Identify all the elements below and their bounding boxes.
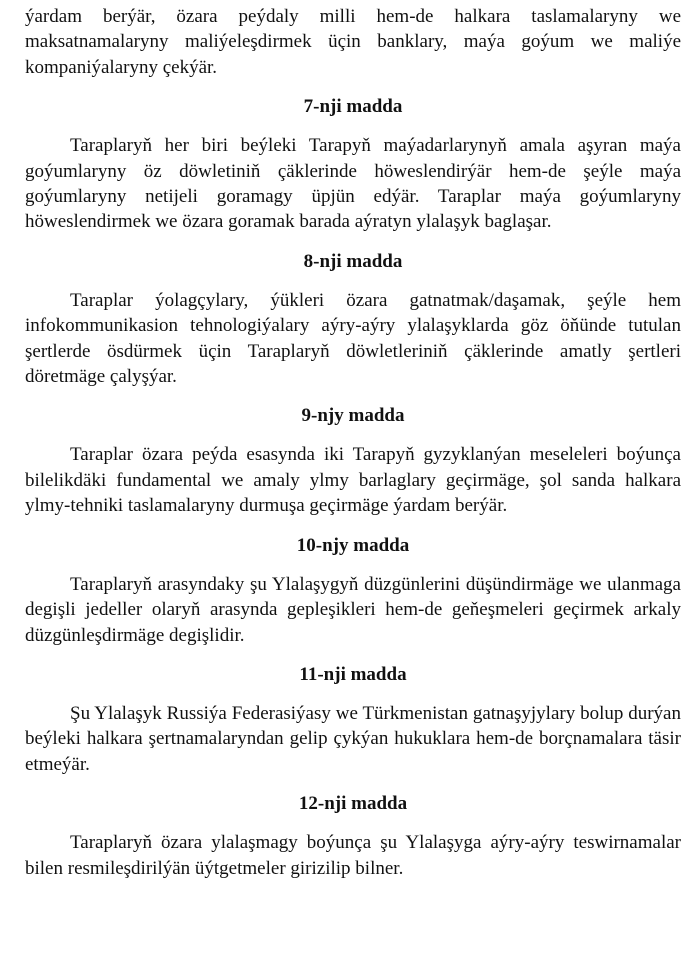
- article-7-text: Taraplaryň her biri beýleki Tarapyň maýadarlarynyň amala aşyran maýa goýumlaryny öz döwletiniň çäklerinde höweslendirýär hem-de şeýle maýa goýumlaryny netijeli goramagy üpjün edýär. Taraplar maýa goýumlaryny höweslendirmek we özara goramak barada aýratyn ylalaşyk baglaşar.: [25, 135, 681, 233]
- article-9-heading: 9-njy madda: [301, 405, 405, 427]
- article-10-text: Taraplaryň arasyndaky şu Ylalaşygyň düzgünlerini düşündirmäge we ulanmaga degişli jedeller olaryň arasynda gepleşikleri hem-de geňeşmeleri geçirmek arkaly düzgünleşdirmäge degişlidir.: [25, 573, 681, 646]
- article-11: [25, 662, 681, 777]
- article-12-text: Taraplaryň özara ylalaşmagy boýunça şu Ylalaşyga aýry-aýry teswirnamalar bilen resmileşdirilýän üýtgetmeler girizilip bilner.: [25, 832, 681, 879]
- article-12-heading: 12-nji madda: [298, 793, 408, 815]
- article-12: [25, 791, 681, 881]
- article-11-text: Şu Ylalaşyk Russiýa Federasiýasy we Türkmenistan gatnaşyjylary bolup durýan beýleki halkara şertnamalaryndan gelip çykýan hukuklara hem-de borçnamalara täsir etmeýär.: [25, 702, 681, 775]
- article-9: [25, 403, 681, 518]
- intro-paragraph: ýardam berýär, özara peýdaly milli hem-de halkara taslamalaryny we maksatnamalaryny maliýeleşdirmek üçin banklary, maýa goýum we maliýe kompaniýalaryny çekýär.: [25, 6, 681, 78]
- article-8-heading: 8-nji madda: [303, 250, 403, 272]
- article-10: [25, 533, 681, 648]
- article-10-heading: 10-njy madda: [296, 534, 410, 556]
- article-9-text: Taraplar özara peýda esasynda iki Tarapyň gyzyklanýan meseleleri boýunça bilelikdäki fundamental we amaly ylmy barlaglary geçirmäge, şol sanda halkara ylmy-tehniki taslamalaryny durmuşa geçirmäge ýardam berýär.: [25, 444, 681, 517]
- article-8-text: Taraplar ýolagçylary, ýükleri özara gatnatmak/daşamak, şeýle hem infokommunikasion tehnologiýalary aýry-aýry ylalaşyklarda göz öňünde tutulan şertlerde ösdürmek üçin Taraplaryň döwletleriniň çäklerinde amatly şertleri döretmäge çalyşýar.: [25, 289, 681, 388]
- document-page: [25, 4, 681, 895]
- article-7-heading: 7-nji madda: [303, 96, 403, 118]
- article-7: [25, 94, 681, 235]
- article-11-heading: 11-nji madda: [299, 663, 407, 685]
- article-8: [25, 249, 681, 390]
